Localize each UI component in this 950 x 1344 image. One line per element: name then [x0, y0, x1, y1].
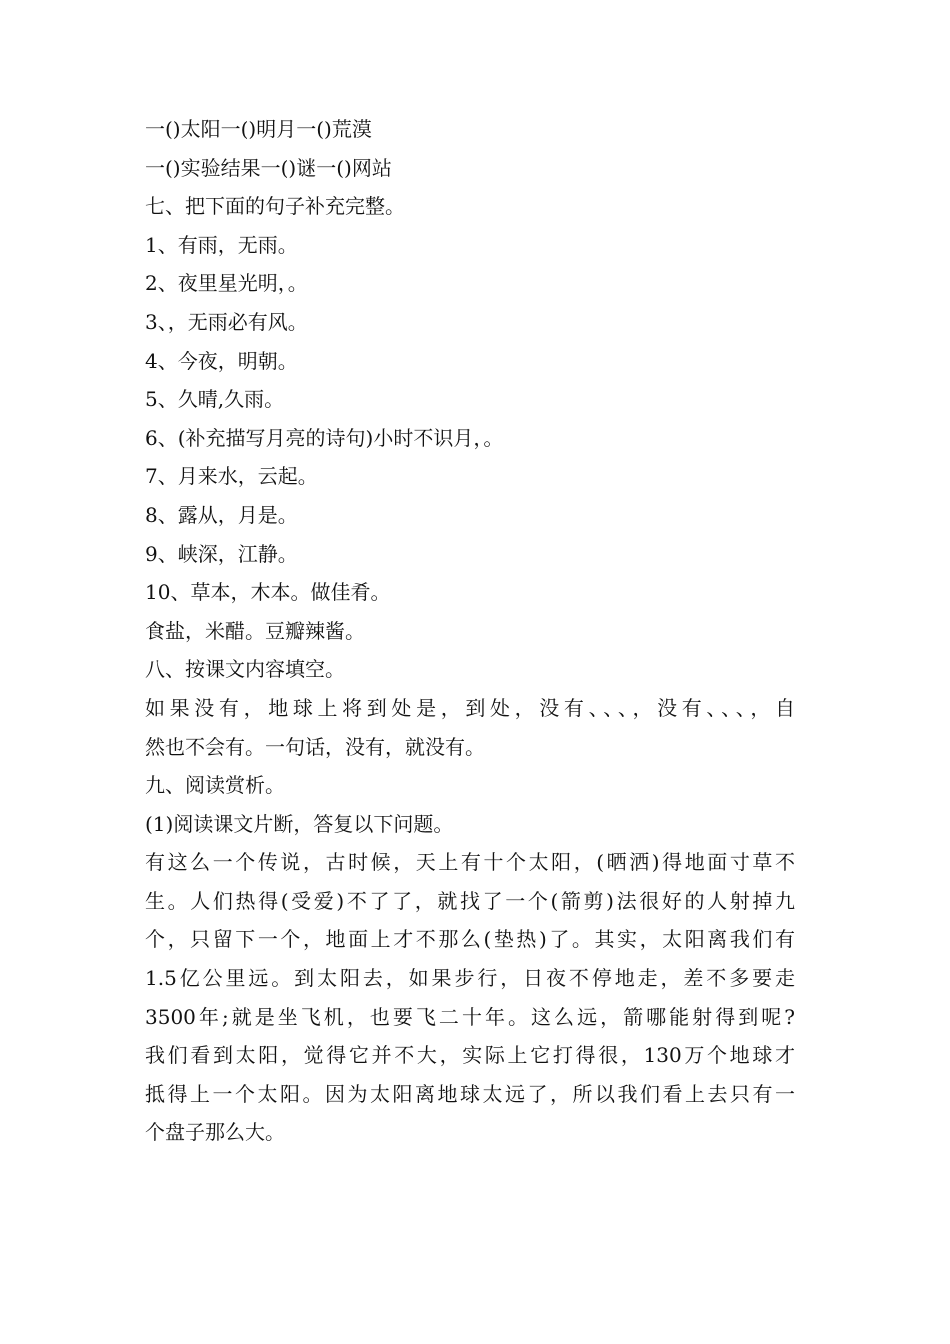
paragraph-line: 1.5亿公里远。到太阳去，如果步行，日夜不停地走，差不多要走 — [145, 966, 795, 991]
section-heading: 七、把下面的句子补充完整。 — [145, 194, 405, 219]
paragraph-line: 个，只留下一个，地面上才不那么(垫热)了。其实，太阳离我们有 — [145, 927, 795, 952]
paragraph-line: 我们看到太阳，觉得它并不大，实际上它打得很，130万个地球才 — [145, 1043, 795, 1068]
exercise-line: 9、峡深，江静。 — [145, 541, 298, 566]
exercise-line: 一()太阳一()明月一()荒漠 — [145, 117, 372, 141]
exercise-line: 1、有雨，无雨。 — [145, 232, 298, 257]
exercise-line: 10、草本，木本。做佳肴。 — [145, 580, 391, 605]
section-heading: 九、阅读赏析。 — [145, 773, 285, 798]
exercise-line: (1)阅读课文片断，答复以下问题。 — [145, 811, 454, 836]
paragraph-line: 然也不会有。一句话，没有，就没有。 — [145, 734, 485, 759]
exercise-line: 3、，无雨必有风。 — [145, 309, 308, 334]
section-heading: 八、按课文内容填空。 — [145, 657, 345, 682]
document-page — [145, 110, 795, 1152]
exercise-line: 2、夜里星光明，。 — [145, 271, 308, 296]
exercise-line: 一()实验结果一()谜一()网站 — [145, 155, 392, 180]
exercise-line: 8、露从，月是。 — [145, 502, 298, 527]
paragraph-line: 有这么一个传说，古时候，天上有十个太阳，(晒洒)得地面寸草不 — [145, 850, 795, 875]
exercise-line: 5、久晴,久雨。 — [145, 387, 285, 412]
paragraph-line: 抵得上一个太阳。因为太阳离地球太远了，所以我们看上去只有一 — [145, 1081, 795, 1106]
paragraph-line: 个盘子那么大。 — [145, 1120, 285, 1145]
exercise-line: 食盐，米醋。豆瓣辣酱。 — [145, 618, 365, 643]
paragraph-line: 生。人们热得(受爱)不了了，就找了一个(箭剪)法很好的人射掉九 — [145, 888, 795, 913]
paragraph-line: 如果没有，地球上将到处是，到处，没有、、、，没有、、、，自 — [145, 695, 795, 720]
exercise-line: 4、今夜，明朝。 — [145, 348, 298, 373]
exercise-line: 7、月来水，云起。 — [145, 464, 318, 489]
paragraph-line: 3500年;就是坐飞机，也要飞二十年。这么远，箭哪能射得到呢? — [145, 1004, 795, 1029]
exercise-line: 6、(补充描写月亮的诗句)小时不识月，。 — [145, 425, 504, 450]
